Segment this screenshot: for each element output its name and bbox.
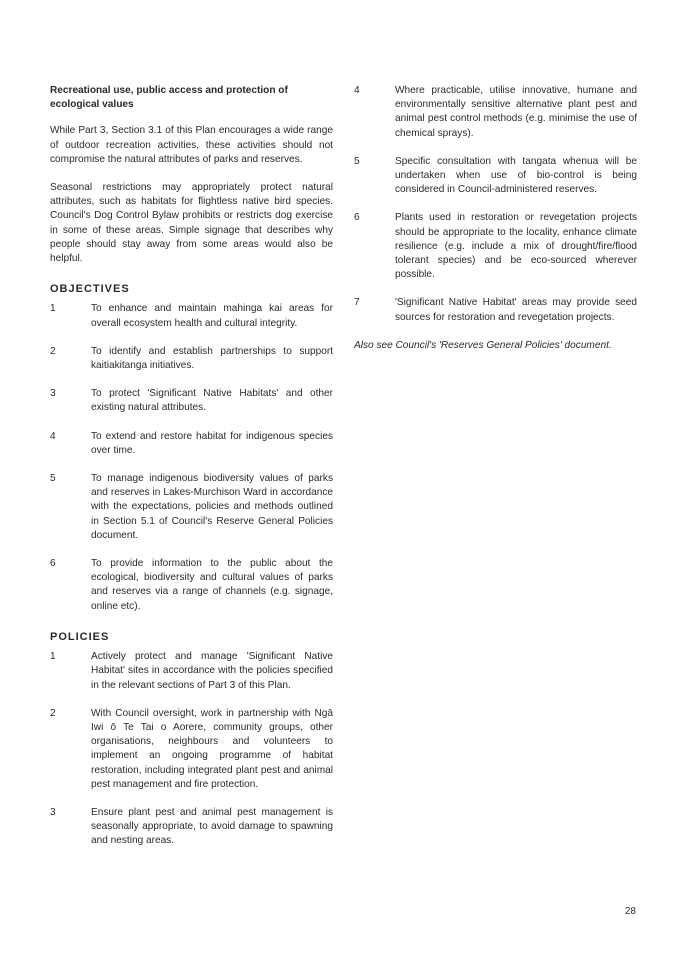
item-number: 5 bbox=[50, 473, 56, 485]
item-number: 2 bbox=[50, 707, 56, 719]
objective-item bbox=[50, 387, 333, 415]
policy-item bbox=[354, 211, 637, 282]
item-number: 6 bbox=[354, 212, 360, 224]
objective-item bbox=[50, 345, 333, 373]
section-subheading: Recreational use, public access and protection of ecological values bbox=[50, 85, 288, 111]
intro-paragraph: While Part 3, Section 3.1 of this Plan encourages a wide range of outdoor recreation activities, these activities should not compromise the natural attributes of parks and reserves. bbox=[50, 125, 333, 165]
policies-heading: POLICIES bbox=[50, 630, 110, 643]
item-text: With Council oversight, work in partnership with Ngā Iwi ō Te Tai o Aorere, community groups, other organisations, neighbours and volunteers to implement an ongoing programme of habitat restoration, including integrated plant pest and animal pest management and fire protection. bbox=[91, 707, 333, 790]
right-column bbox=[354, 84, 637, 353]
item-text: To protect 'Significant Native Habitats' and other existing natural attributes. bbox=[91, 388, 333, 414]
policy-item bbox=[354, 155, 637, 198]
item-text: To manage indigenous biodiversity values of parks and reserves in Lakes-Murchison Ward in accordance with the expectations, policies and methods outlined in Section 5.1 of Council's Reserve General Policies document. bbox=[91, 473, 333, 541]
policy-item bbox=[50, 707, 333, 792]
item-number: 7 bbox=[354, 297, 360, 309]
page-number: 28 bbox=[624, 906, 636, 917]
item-text: To provide information to the public about the ecological, biodiversity and cultural values of parks and reserves via a range of channels (e.g. signage, online etc). bbox=[91, 558, 333, 612]
item-text: Where practicable, utilise innovative, humane and environmentally sensitive alternative plant pest and animal pest control methods (e.g. minimise the use of chemical sprays). bbox=[395, 85, 637, 139]
item-text: To identify and establish partnerships to support kaitiakitanga initiatives. bbox=[91, 345, 333, 372]
objective-item bbox=[50, 302, 333, 330]
item-number: 2 bbox=[50, 345, 56, 357]
objectives-heading: OBJECTIVES bbox=[50, 283, 130, 296]
policy-item bbox=[50, 650, 333, 693]
item-number: 4 bbox=[50, 430, 56, 442]
policy-item bbox=[50, 806, 333, 849]
left-column bbox=[50, 84, 333, 863]
item-number: 6 bbox=[50, 558, 56, 570]
item-number: 1 bbox=[50, 651, 56, 663]
item-number: 1 bbox=[50, 303, 56, 315]
item-text: To enhance and maintain mahinga kai areas for overall ecosystem health and cultural integrity. bbox=[91, 303, 333, 329]
item-text: Plants used in restoration or revegetation projects should be appropriate to the locality, enhance climate resilience (e.g. include a mix of drought/fire/flood tolerant species) and be eco-sourced wherever possible. bbox=[395, 212, 637, 281]
item-number: 5 bbox=[354, 155, 360, 167]
reference-note: Also see Council's 'Reserves General Policies' document. bbox=[354, 339, 612, 351]
item-number: 3 bbox=[50, 806, 56, 818]
item-number: 3 bbox=[50, 388, 56, 400]
item-text: Specific consultation with tangata whenua will be undertaken when use of bio-control is being considered in Council-administered reserves. bbox=[395, 155, 637, 196]
objective-item bbox=[50, 472, 333, 543]
policy-item bbox=[354, 84, 637, 141]
item-text: Actively protect and manage 'Significant Native Habitat' sites in accordance with the policies specified in the relevant sections of Part 3 of this Plan. bbox=[91, 651, 333, 691]
objective-item bbox=[50, 557, 333, 614]
item-number: 4 bbox=[354, 85, 360, 96]
item-text: Ensure plant pest and animal pest management is seasonally appropriate, to avoid damage to spawning and nesting areas. bbox=[91, 806, 333, 847]
policy-item bbox=[354, 296, 637, 324]
item-text: 'Significant Native Habitat' areas may provide seed sources for restoration and revegetation projects. bbox=[395, 297, 637, 323]
item-text: To extend and restore habitat for indigenous species over time. bbox=[91, 430, 333, 456]
intro-paragraph: Seasonal restrictions may appropriately protect natural attributes, such as habitats for flightless native bird species. Council's Dog Control Bylaw prohibits or restricts dog exercise in some of these areas. Simple signage that describes why people should stay away from some areas would also be helpful. bbox=[50, 182, 333, 265]
objective-item bbox=[50, 430, 333, 458]
